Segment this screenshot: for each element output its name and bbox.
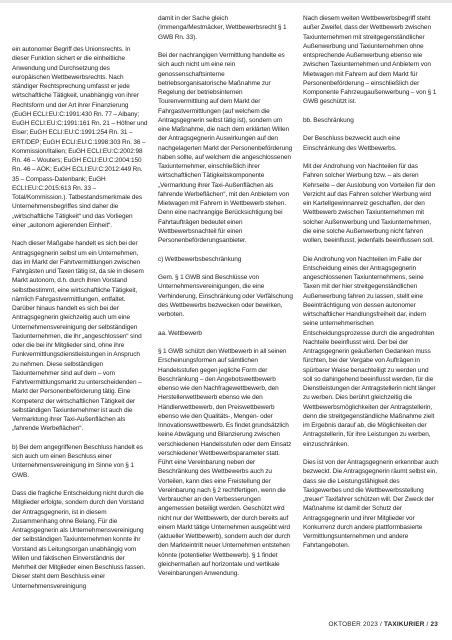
paragraph: damit in der Sache gleich (Immenga/Mestmäcker, Wettbewerbsrecht § 1 GWB Rn. 33).	[158, 15, 287, 41]
paragraph: Dass die fragliche Entscheidung nicht durch die Mitglieder erfolgte, sondern durch den Vorstand der Antragsgegnerin, ist in diesem Zusammenhang ohne Belang. Für die Antragsgegnerin als Unternehmensvereinigung der selbständigen Taxiunternehmen konnte ihr Vorstand als Leitungsorgan unabhängig vom Willen und faktischen Einverständnis der Mehrheit der Mitglieder einen Beschluss fassen. Dieser steht dem Beschluss einer Unternehmensvereinigung	[12, 490, 146, 590]
paragraph: Der Beschluss bezweckt auch eine Einschränkung des Wettbewerbs.	[303, 135, 401, 152]
section-heading: c) Wettbewerbsbeschränkung	[158, 255, 242, 263]
paragraph: § 1 GWB schützt den Wettbewerb in all seinen Erscheinungsformen auf sämtlichen Handelsstufen gegen jegliche Form der Beschränkung – den Angebotswettbewerb ebenso wie den Nachfragewettbewerb, den Herstellerwettbewerb ebenso wie den Händlerwettbewerb, den Preiswettbewerb ebenso wie den Qualitäts-, Mengen- oder Innovationswettbewerb. Es findet grundsätzlich keine Abwägung und Bilanzierung zwischen verschiedenen Handelsstufen oder dem Einsatz verschiedener Wettbewerbsparameter statt. Führt eine Vereinbarung neben der Beschränkung des Wettbewerbs auch zu Vorteilen, kann dies eine Freistellung der Vereinbarung nach § 2 rechtfertigen, wenn die Verbraucher an den Verbesserungen angemessen beteiligt werden. Geschützt wird nicht nur der Wettbewerb, der durch bereits auf einem Markt tätige Unternehmen ausgeübt wird (aktueller Wettbewerb), sondern auch der durch den Markteintritt neuer Unternehmen entstehen könnte (potentieller Wettbewerb). § 1 findet gleichermaßen auf horizontale und vertikale Vereinbarungen Anwendung.	[158, 348, 292, 577]
text-column-right	[303, 14, 439, 551]
paragraph: Bei der nachrangigen Vermittlung handelte es sich auch nicht um eine rein genossenschaftsinterne betriebsorganisatorische Maßnahme zur Regelung der betriebsinternen Tourenvermittlung auf dem Markt der Fahrgastvermittlungen (auf welchem die Antragsgegnerin selbst tätig ist), sondern um eine Maßnahme, die nach dem erklärten Willen der Antragsgegnerin Auswirkungen auf den nachgelagerten Markt der Personenbeförderung haben sollte, auf welchem die angeschlossenen Taxiunternehmer, einschließlich ihrer wirtschaftlichen Tätigkeitskomponente „Vermarktung ihrer Taxi-Außenflächen als fahrende Werbeflächen“, mit den Anbietern von Mietwagen mit Fahrern in Wettbewerb stehen. Denn eine nachrangige Berücksichtigung bei Fahrtaufträgen bedeutet einen Wettbewerbsnachteil für einen Personenbeförderungsanbieter.	[158, 52, 293, 244]
text-column-middle	[158, 14, 294, 578]
paragraph: Nach dieser Maßgabe handelt es sich bei der Antragsgegnerin selbst um ein Unternehmen, das im Markt der Fahrtvermittlungen zwischen Fahrgästen und Taxen tätig ist, da sie in diesem Markt autonom, d.h. durch ihren Vorstand selbstbestimmt, eine wirtschaftliche Tätigkeit, nämlich Fahrgastvermittlungen, entfaltet. Darüber hinaus handelt es sich bei der Antragsgegnerin gleichzeitig auch um eine Unternehmensvereinigung der selbständigen Taxiunternehmen, die ihr „angeschlossen“ sind oder die bei ihr Mitglieder sind, ohne ihre Funkvermittlungsdienstleistungen in Anspruch zu nehmen. Diese selbständigen Taxiunternehmer sind auf dem – vom Fahrtvermittlungsmarkt zu unterscheidenden – Markt der Personenbeförderung tätig. Eine Kompetenz der wirtschaftlichen Tätigkeit der selbständigen Taxiunternehmer ist auch die Vermarktung ihrer Taxi-Außenflächen als „fahrende Werbeflächen“.	[12, 240, 144, 433]
paragraph: Mit der Androhung von Nachteilen für das Fahren solcher Werbung bzw. – als deren Kehrseite – der Auslobung von Vorteilen für den Verzicht auf das Fahren solcher Werbung wird ein Kartellgewinnanreiz geschaffen, der den Wettbewerb zwischen Taxiunternehmen mit solcher Außenwerbung und Taxiunternehmen, die eine solche Außenwerbung nicht fahren wollen, beeinflusst, jedenfalls beeinflussen soll.	[303, 163, 436, 244]
section-heading: aa. Wettbewerb	[158, 329, 202, 337]
top-rule	[0, 0, 452, 3]
footer-separator: /	[379, 621, 382, 628]
magazine-name: TAXIKURIER	[383, 621, 425, 628]
section-heading: bb. Beschränkung	[303, 116, 354, 124]
paragraph: Dies ist von der Antragsgegnerin erkennbar auch bezweckt. Die Antragsgegnerin räumt selbst ein, dass sie die Leistungsfähigkeit des Taxigewerbes und die Wettbewerbsstellung „treuer“ Taxifahrer schützen will. Der Zweck der Maßnahme ist damit der Schutz der Antragsgegnerin und ihrer Mitglieder vor Konkurrenz durch andere plattformbasierte Vermittlungsunternehmen und andere Fahrtangeboten.	[303, 459, 439, 550]
text-column-left	[12, 45, 148, 591]
footer-separator: /	[426, 621, 429, 628]
paragraph: b) Bei dem angegriffenen Beschluss handelt es sich auch um einen Beschluss einer Unternehmensvereinigung im Sinne von § 1 GWB.	[12, 443, 143, 479]
issue-date: OKTOBER 2023	[328, 621, 378, 628]
page-number: 23	[430, 621, 438, 628]
paragraph: Nach diesem weiten Wettbewerbsbegriff steht außer Zweifel, dass der Wettbewerb zwischen Taxiunternehmen mit streitgegenständlicher Außenwerbung und Taxiunternehmen ohne entsprechende Außenwerbung ebenso wie zwischen Taxiunternehmen und Anbietern von Mietwagen mit Fahrern auf dem Markt für Personenbeförderung – einschließlich der Komponente Fahrzeugaußenwerbung – von § 1 GWB geschützt ist.	[303, 15, 437, 106]
page-footer	[328, 621, 438, 628]
paragraph: Die Androhung von Nachteilen im Falle der Entscheidung eines der Antragsgegnerin angeschlossenen Taxiunternehmens, seine Taxen mit der hier streitgegenständlichen Außenwerbung fahren zu lassen, stellt eine Beeinträchtigung von dessen autonomer wirtschaftlicher Handlungsfreiheit dar, indem seine unternehmerischen Entscheidungsprozesse durch die angedrohten Nachteile beeinflusst wird. Der bei der Antragsgegnerin geäußerten Gedanken muss fürchten, bei der Vergabe von Aufträgen in spürbarer Weise benachteiligt zu werden und soll so dahingehend beeinflusst werden, für die Dienstleistungen der Antragstellerin nicht länger zu werben. Dies berührt gleichzeitig die Wettbewerbsmöglichkeiten der Antragstellerin, denn die streitgegenständliche Maßnahme zielt im Ergebnis darauf ab, die Möglichkeiten der Antragstellerin, für ihre Leistungen zu werben, einzuschränken.	[303, 255, 436, 448]
paragraph: ein autonomer Begriff des Unionsrechts. In dieser Funktion sichert er die einheitliche Anwendung und Durchsetzung des europäischen Wettbewerbsrechts. Nach ständiger Rechtsprechung umfasst er jede wirtschaftliche Tätigkeit, unabhängig von ihrer Rechtsform und der Art ihrer Finanzierung (EuGH ECLI:EU:C:1991:430 Rn. 77 – Albany; EuGH ECLI:EU:C:1991:161 Rn. 21 – Höfner und Elser; EuGH ECLI:EU:C:1991:254 Rn. 31 – ERT/DEP; EuGH ECLI:EU:C:1998:303 Rn. 36 – Kommission/Italien; EuGH ECLI:EU:C:2002:98 Rn. 46 – Wouters; EuGH ECLI:EU:C:2004:150 Rn. 46 – AOK; EuGH ECLI:EU:C:2012:449 Rn. 35 – Compass-Datenbank; EuGH ECLI:EU:C:2015:613 Rn. 33 – Total/Kommission.). Tatbestandsmerkmale des Unternehmensbegriffes sind daher die „wirtschaftliche Tätigkeit“ und das Vorliegen einer „autonom agierenden Einheit“.	[12, 46, 148, 229]
paragraph: Gem. § 1 GWB sind Beschlüsse von Unternehmensvereinigungen, die eine Verhinderung, Einschränkung oder Verfälschung des Wettbewerbs bezwecken oder bewirken, verboten.	[158, 274, 293, 318]
